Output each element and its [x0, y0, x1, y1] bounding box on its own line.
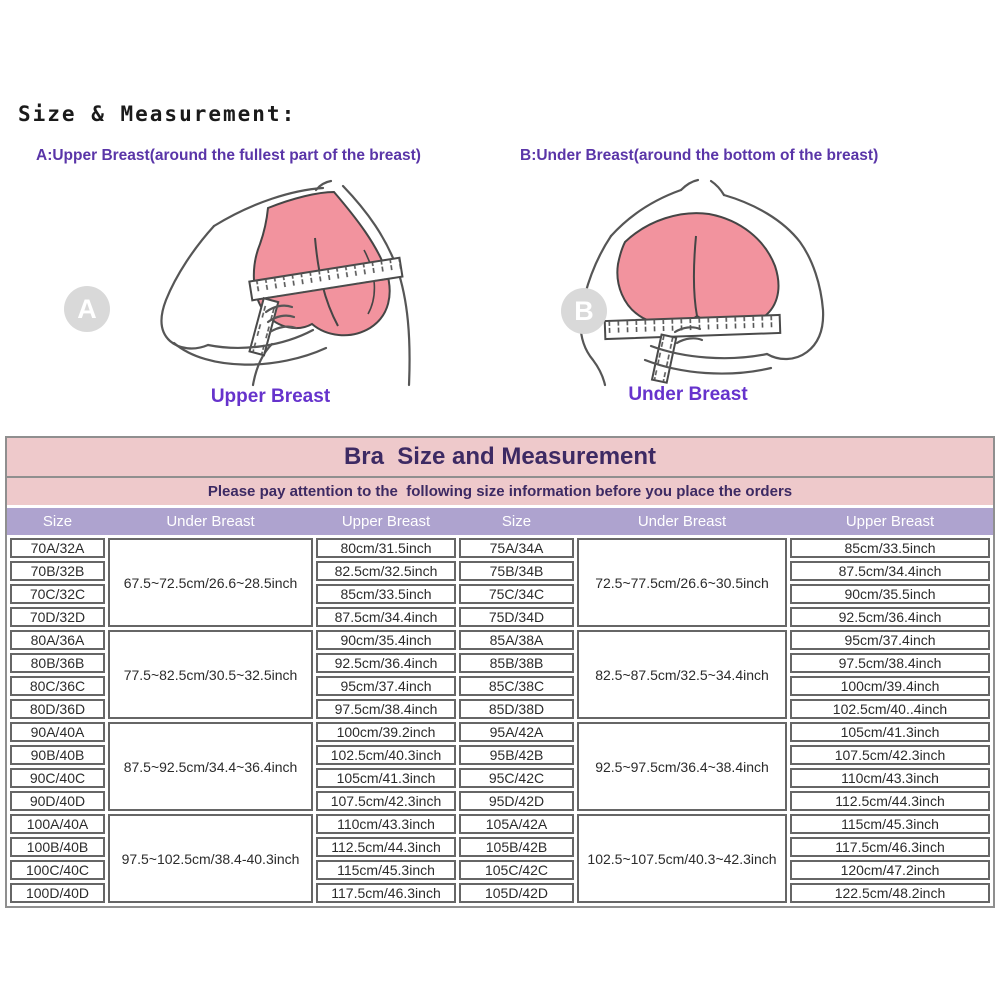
column-header-size: Size [501, 513, 532, 530]
size-cell: 85B/38B [459, 653, 574, 673]
upper-breast-cell: 92.5cm/36.4inch [790, 607, 990, 627]
upper-breast-cell: 95cm/37.4inch [790, 630, 990, 650]
label-b-badge: B [561, 288, 607, 334]
size-grid [7, 535, 993, 906]
size-cell: 75D/34D [459, 607, 574, 627]
upper-breast-cell: 105cm/41.3inch [316, 768, 456, 788]
upper-breast-illustration-svg [118, 180, 423, 385]
size-cell: 90A/40A [10, 722, 105, 742]
upper-breast-cell: 87.5cm/34.4inch [316, 607, 456, 627]
upper-breast-cell: 117.5cm/46.3inch [316, 883, 456, 903]
size-cell: 80A/36A [10, 630, 105, 650]
upper-breast-cell: 85cm/33.5inch [316, 584, 456, 604]
table-row [10, 538, 990, 558]
size-cell: 95D/42D [459, 791, 574, 811]
size-cell: 105C/42C [459, 860, 574, 880]
upper-breast-cell: 97.5cm/38.4inch [316, 699, 456, 719]
size-cell: 85A/38A [459, 630, 574, 650]
under-breast-cell: 92.5~97.5cm/36.4~38.4inch [577, 722, 787, 811]
upper-breast-cell: 117.5cm/46.3inch [790, 837, 990, 857]
upper-breast-cell: 110cm/43.3inch [316, 814, 456, 834]
upper-breast-cell: 120cm/47.2inch [790, 860, 990, 880]
upper-breast-instruction: A:Upper Breast(around the fullest part of the breast) [36, 147, 421, 164]
upper-breast-cell: 87.5cm/34.4inch [790, 561, 990, 581]
page-title: Size & Measurement: [18, 102, 297, 126]
size-cell: 90D/40D [10, 791, 105, 811]
upper-breast-cell: 92.5cm/36.4inch [316, 653, 456, 673]
under-breast-cell: 77.5~82.5cm/30.5~32.5inch [108, 630, 313, 719]
upper-breast-cell: 100cm/39.2inch [316, 722, 456, 742]
size-cell: 100C/40C [10, 860, 105, 880]
upper-breast-cell: 85cm/33.5inch [790, 538, 990, 558]
upper-breast-cell: 82.5cm/32.5inch [316, 561, 456, 581]
size-cell: 70C/32C [10, 584, 105, 604]
table-row [10, 814, 990, 834]
column-header-upper-breast: Upper Breast [341, 513, 431, 530]
under-breast-cell: 87.5~92.5cm/34.4~36.4inch [108, 722, 313, 811]
size-cell: 80D/36D [10, 699, 105, 719]
upper-breast-cell: 105cm/41.3inch [790, 722, 990, 742]
size-cell: 100B/40B [10, 837, 105, 857]
column-header-under-breast: Under Breast [637, 513, 727, 530]
upper-breast-cell: 107.5cm/42.3inch [316, 791, 456, 811]
size-table-body [10, 538, 990, 903]
column-header-size: Size [42, 513, 73, 530]
size-cell: 95C/42C [459, 768, 574, 788]
size-cell: 95A/42A [459, 722, 574, 742]
upper-breast-cell: 90cm/35.5inch [790, 584, 990, 604]
table-title: Bra Size and Measurement [7, 438, 993, 478]
size-cell: 85C/38C [459, 676, 574, 696]
upper-breast-cell: 115cm/45.3inch [316, 860, 456, 880]
upper-breast-cell: 112.5cm/44.3inch [316, 837, 456, 857]
upper-breast-cell: 80cm/31.5inch [316, 538, 456, 558]
under-breast-illustration-svg [533, 180, 843, 385]
size-cell: 80C/36C [10, 676, 105, 696]
size-cell: 105D/42D [459, 883, 574, 903]
bra-size-table [5, 436, 995, 908]
label-a-badge: A [64, 286, 110, 332]
size-cell: 90B/40B [10, 745, 105, 765]
under-breast-cell: 97.5~102.5cm/38.4-40.3inch [108, 814, 313, 903]
table-subtitle: Please pay attention to the following size information before you place the orders [7, 478, 993, 505]
table-row [10, 630, 990, 650]
size-cell: 70D/32D [10, 607, 105, 627]
under-breast-diagram [533, 180, 843, 385]
under-breast-instruction: B:Under Breast(around the bottom of the breast) [520, 147, 879, 164]
size-cell: 75C/34C [459, 584, 574, 604]
size-cell: 75B/34B [459, 561, 574, 581]
size-cell: 80B/36B [10, 653, 105, 673]
under-breast-cell: 102.5~107.5cm/40.3~42.3inch [577, 814, 787, 903]
size-cell: 70B/32B [10, 561, 105, 581]
under-breast-cell: 67.5~72.5cm/26.6~28.5inch [108, 538, 313, 627]
under-breast-cell: 82.5~87.5cm/32.5~34.4inch [577, 630, 787, 719]
column-header-upper-breast: Upper Breast [845, 513, 935, 530]
size-cell: 105A/42A [459, 814, 574, 834]
upper-breast-cell: 115cm/45.3inch [790, 814, 990, 834]
upper-breast-cell: 110cm/43.3inch [790, 768, 990, 788]
upper-breast-cell: 90cm/35.4inch [316, 630, 456, 650]
upper-breast-cell: 95cm/37.4inch [316, 676, 456, 696]
upper-breast-cell: 97.5cm/38.4inch [790, 653, 990, 673]
size-cell: 100D/40D [10, 883, 105, 903]
size-cell: 105B/42B [459, 837, 574, 857]
upper-breast-cell: 112.5cm/44.3inch [790, 791, 990, 811]
upper-breast-cell: 122.5cm/48.2inch [790, 883, 990, 903]
under-breast-cell: 72.5~77.5cm/26.6~30.5inch [577, 538, 787, 627]
upper-breast-cell: 102.5cm/40..4inch [790, 699, 990, 719]
upper-breast-cell: 100cm/39.4inch [790, 676, 990, 696]
column-header-under-breast: Under Breast [166, 513, 255, 530]
size-cell: 90C/40C [10, 768, 105, 788]
upper-breast-diagram [118, 180, 423, 385]
size-cell: 95B/42B [459, 745, 574, 765]
size-cell: 100A/40A [10, 814, 105, 834]
table-row [10, 722, 990, 742]
size-cell: 70A/32A [10, 538, 105, 558]
under-breast-caption: Under Breast [628, 384, 748, 405]
upper-breast-cell: 102.5cm/40.3inch [316, 745, 456, 765]
table-column-headers [7, 508, 993, 535]
upper-breast-cell: 107.5cm/42.3inch [790, 745, 990, 765]
size-cell: 85D/38D [459, 699, 574, 719]
upper-breast-caption: Upper Breast [210, 386, 331, 407]
size-cell: 75A/34A [459, 538, 574, 558]
